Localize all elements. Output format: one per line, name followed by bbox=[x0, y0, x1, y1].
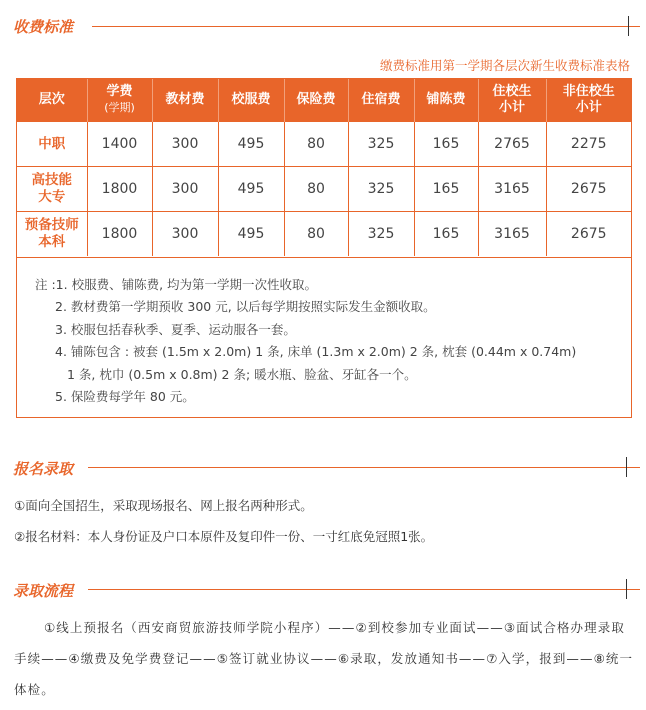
bedding-cell: 165 bbox=[414, 122, 478, 167]
section-divider bbox=[88, 589, 640, 590]
resident-total-cell: 3165 bbox=[478, 212, 546, 257]
textbook-cell: 300 bbox=[152, 122, 218, 167]
section-divider-tick bbox=[626, 579, 627, 599]
fee-table bbox=[17, 79, 631, 256]
col-header-insurance: 保险费 bbox=[284, 79, 348, 122]
col-header-nonresident-total bbox=[546, 79, 631, 122]
level-cell-line1: 中职 bbox=[38, 135, 66, 152]
section-divider-tick bbox=[626, 457, 627, 477]
registration-item-1: ①面向全国招生，采取现场报名、网上报名两种形式。 bbox=[14, 498, 313, 513]
uniform-cell: 495 bbox=[218, 212, 284, 257]
col-header-bedding: 铺陈费 bbox=[414, 79, 478, 122]
level-cell bbox=[17, 167, 87, 212]
tuition-cell: 1400 bbox=[87, 122, 152, 167]
level-cell-line2: 本科 bbox=[38, 234, 66, 250]
fee-notes bbox=[17, 257, 631, 417]
insurance-cell: 80 bbox=[284, 122, 348, 167]
registration-section-header bbox=[0, 454, 646, 482]
fee-table-container bbox=[16, 78, 632, 418]
uniform-cell: 495 bbox=[218, 122, 284, 167]
textbook-cell: 300 bbox=[152, 212, 218, 257]
col-header-uniform: 校服费 bbox=[218, 79, 284, 122]
level-cell bbox=[17, 122, 87, 167]
level-cell-line2: 大专 bbox=[38, 189, 66, 205]
col-header-resident-line1: 住校生 bbox=[492, 84, 532, 99]
nonresident-total-cell: 2675 bbox=[546, 212, 631, 257]
note-line: 1 条, 枕巾 (0.5m x 0.8m) 2 条; 暖水瓶、脸盆、牙缸各一个。 bbox=[67, 366, 417, 382]
table-row bbox=[17, 167, 631, 212]
col-header-resident-line2: 小计 bbox=[498, 100, 525, 115]
note-line: 4. 铺陈包含 : 被套 (1.5m x 2.0m) 1 条, 床单 (1.3m x 2.0m) 2 条, 枕套 (0.44m x 0.74m) bbox=[55, 344, 577, 360]
admission-section-title: 录取流程 bbox=[13, 582, 74, 600]
registration-item-2: ②报名材料：本人身份证及户口本原件及复印件一份、一寸红底免冠照1张。 bbox=[14, 529, 434, 544]
bedding-cell: 165 bbox=[414, 212, 478, 257]
tuition-cell: 1800 bbox=[87, 167, 152, 212]
note-line: 5. 保险费每学年 80 元。 bbox=[55, 389, 195, 405]
resident-total-cell: 3165 bbox=[478, 167, 546, 212]
admission-section-header bbox=[0, 576, 646, 604]
nonresident-total-cell: 2675 bbox=[546, 167, 631, 212]
level-cell-line1: 高技能 bbox=[31, 172, 72, 188]
insurance-cell: 80 bbox=[284, 167, 348, 212]
col-header-tuition-sub: (学期) bbox=[104, 101, 135, 114]
col-header-tuition bbox=[87, 79, 152, 122]
level-cell bbox=[17, 212, 87, 257]
col-header-resident-total bbox=[478, 79, 546, 122]
tuition-cell: 1800 bbox=[87, 212, 152, 257]
admission-flow-steps: ①线上预报名（西安商贸旅游技师学院小程序）——②到校参加专业面试——③面试合格办理录取手续——④缴费及免学费登记——⑤签订就业协议——⑥录取，发放通知书——⑦入学，报到——⑧统一体检。 bbox=[14, 620, 634, 697]
dorm-cell: 325 bbox=[348, 167, 414, 212]
bedding-cell: 165 bbox=[414, 167, 478, 212]
note-line: 3. 校服包括春秋季、夏季、运动服各一套。 bbox=[55, 321, 296, 337]
resident-total-cell: 2765 bbox=[478, 122, 546, 167]
section-divider bbox=[92, 26, 640, 27]
col-header-tuition-label: 学费 bbox=[106, 84, 133, 99]
note-line: 2. 教材费第一学期预收 300 元, 以后每学期按照实际发生金额收取。 bbox=[55, 299, 436, 315]
col-header-nonresident-line2: 小计 bbox=[575, 100, 602, 115]
fee-table-caption: 缴费标准用第一学期各层次新生收费标准表格 bbox=[379, 58, 630, 73]
registration-section-title: 报名录取 bbox=[13, 460, 74, 478]
fee-table-header-row bbox=[17, 79, 631, 122]
section-divider bbox=[88, 467, 640, 468]
textbook-cell: 300 bbox=[152, 167, 218, 212]
col-header-nonresident-line1: 非住校生 bbox=[562, 84, 615, 99]
note-line: 注 :1. 校服费、铺陈费, 均为第一学期一次性收取。 bbox=[35, 277, 318, 292]
section-divider-tick bbox=[628, 16, 629, 36]
table-row bbox=[17, 212, 631, 257]
table-row bbox=[17, 122, 631, 167]
fees-section-header bbox=[0, 12, 646, 40]
admission-flow-text bbox=[14, 612, 634, 705]
insurance-cell: 80 bbox=[284, 212, 348, 257]
nonresident-total-cell: 2275 bbox=[546, 122, 631, 167]
col-header-textbook: 教材费 bbox=[152, 79, 218, 122]
col-header-level: 层次 bbox=[17, 79, 87, 122]
dorm-cell: 325 bbox=[348, 212, 414, 257]
uniform-cell: 495 bbox=[218, 167, 284, 212]
dorm-cell: 325 bbox=[348, 122, 414, 167]
col-header-dorm: 住宿费 bbox=[348, 79, 414, 122]
fees-section-title: 收费标准 bbox=[13, 18, 74, 36]
level-cell-line1: 预备技师 bbox=[24, 217, 79, 233]
